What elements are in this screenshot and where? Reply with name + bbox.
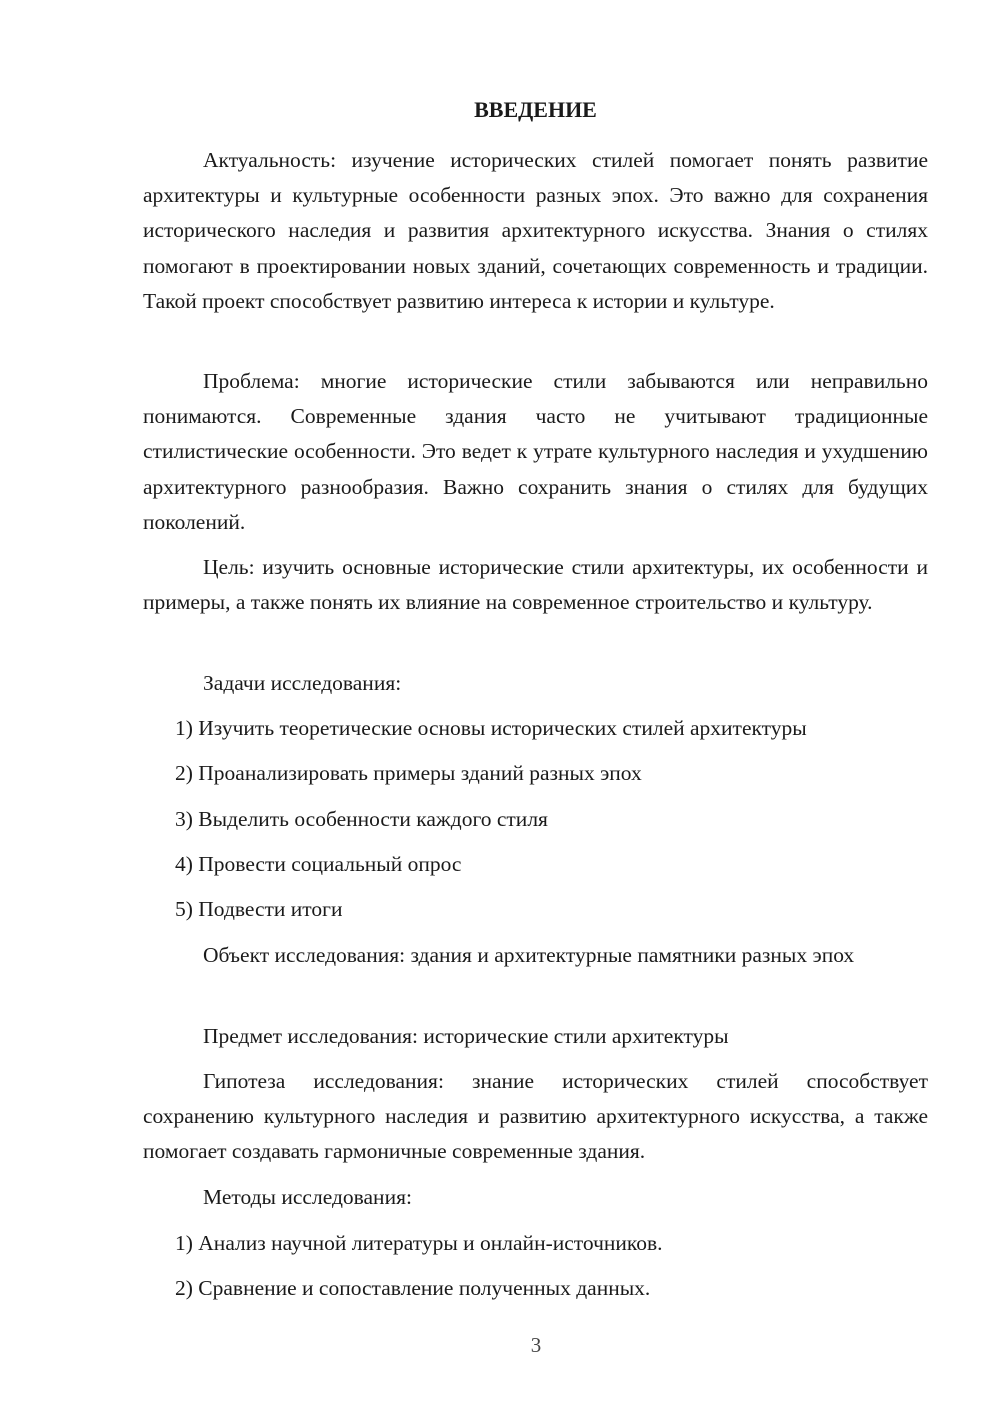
method-item: 1) Анализ научной литературы и онлайн-источников. [175,1231,663,1255]
tasks-heading: Задачи исследования: [203,671,402,695]
methods-heading: Методы исследования: [203,1185,412,1209]
task-item: 3) Выделить особенности каждого стиля [175,807,548,831]
page-number: 3 [530,1333,542,1357]
task-item: 1) Изучить теоретические основы исторических стилей архитектуры [175,716,807,740]
relevance-paragraph: Актуальность: изучение исторических стилей помогает понять развитие архитектуры и культурные особенности разных эпох. Это важно для сохранения исторического наследия и развития архитектурного искусства. Знания о стилях помогают в проектировании новых зданий, сочетающих современность и традиции. Такой проект способствует развитию интереса к истории и культуре. [143,148,928,313]
subject-paragraph: Предмет исследования: исторические стили архитектуры [203,1024,729,1048]
method-item: 2) Сравнение и сопоставление полученных данных. [175,1276,651,1300]
task-item: 4) Провести социальный опрос [175,852,462,876]
task-item: 2) Проанализировать примеры зданий разных эпох [175,761,642,785]
object-paragraph: Объект исследования: здания и архитектурные памятники разных эпох [203,943,855,967]
hypothesis-paragraph: Гипотеза исследования: знание исторических стилей способствует сохранению культурного наследия и развитию архитектурного искусства, а также помогает создавать гармоничные современные здания. [143,1069,928,1164]
task-item: 5) Подвести итоги [175,897,343,921]
goal-paragraph: Цель: изучить основные исторические стили архитектуры, их особенности и примеры, а также понять их влияние на современное строительство и культуру. [143,555,928,615]
problem-paragraph: Проблема: многие исторические стили забываются или неправильно понимаются. Современные здания часто не учитывают традиционные стилистические особенности. Это ведет к утрате культурного наследия и ухудшению архитектурного разнообразия. Важно сохранить знания о стилях для будущих поколений. [143,369,928,534]
page-title: ВВЕДЕНИЕ [474,97,597,122]
